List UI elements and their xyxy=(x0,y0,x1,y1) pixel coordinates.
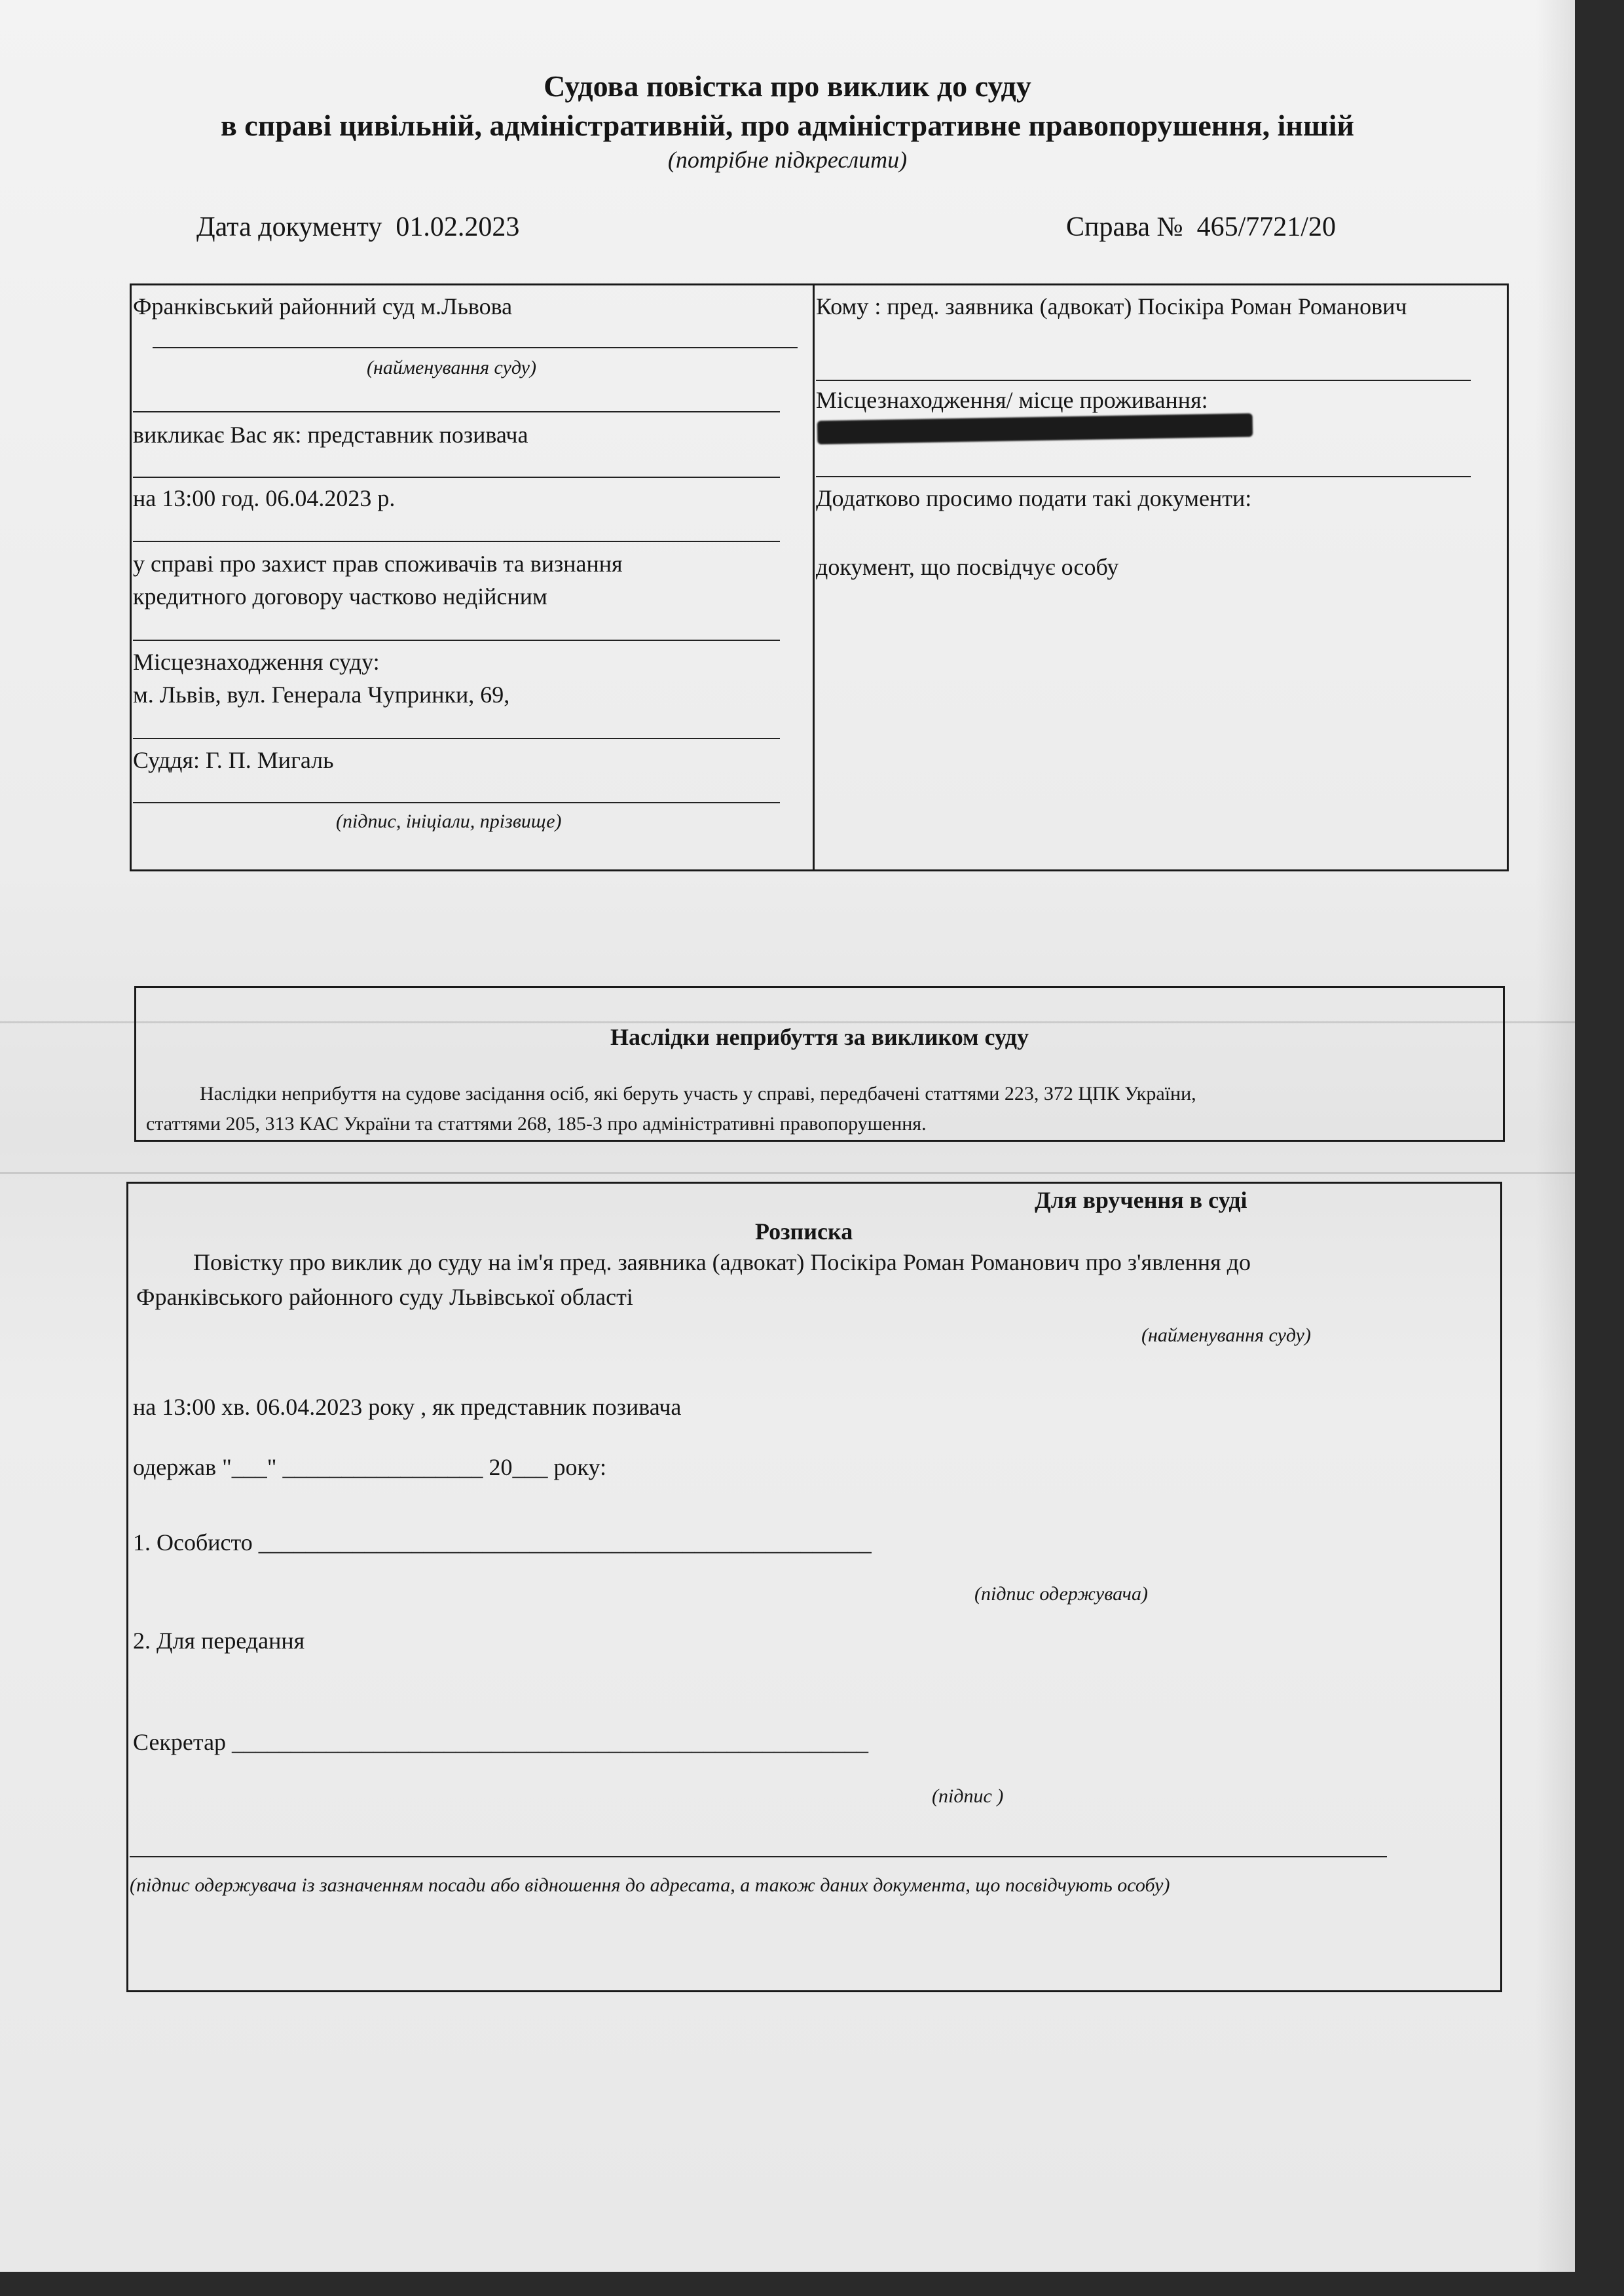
title-line-1: Судова повістка про виклик до суду xyxy=(544,69,1031,103)
underline xyxy=(133,738,780,739)
secretary-line: Секретар ______________________________________________________ xyxy=(133,1729,869,1755)
case-subject-line-2: кредитного договору частково недійсним xyxy=(133,583,547,610)
court-name: Франківський районний суд м.Львова xyxy=(133,293,513,319)
underline xyxy=(133,477,780,478)
receipt-line-1: Повістку про виклик до суду на ім'я пред. заявника (адвокат) Посікіра Роман Романович про з'явлення до xyxy=(193,1249,1251,1275)
consequences-title: Наслідки неприбуття за викликом суду xyxy=(610,1024,1029,1050)
case-value: 465/7721/20 xyxy=(1196,212,1336,242)
date-value: 01.02.2023 xyxy=(396,212,520,242)
receipt-title: Розписка xyxy=(755,1218,853,1245)
receipt-time: на 13:00 хв. 06.04.2023 року , як представник позивача xyxy=(133,1394,682,1420)
judge-caption: (підпис, ініціали, прізвище) xyxy=(336,811,562,832)
underline xyxy=(133,802,780,803)
received-date: одержав "___" _________________ 20___ року: xyxy=(133,1454,607,1480)
title-line-2: в справі цивільній, адміністративній, про адміністративне правопорушення, іншій xyxy=(220,109,1355,142)
bottom-caption: (підпис одержувача із зазначенням посади або відношення до адресата, а також даних документа, що посвідчують особу) xyxy=(130,1874,1170,1896)
underline xyxy=(816,476,1471,477)
summons-role: викликає Вас як: представник позивача xyxy=(133,422,528,448)
title-note: (потрібне підкреслити) xyxy=(667,147,908,173)
consequences-text-line-2: статтями 205, 313 КАС України та статтями 268, 185-3 про адміністративні правопорушення. xyxy=(146,1113,927,1135)
case-label: Справа № xyxy=(1066,212,1183,242)
underline xyxy=(133,640,780,641)
consequences-text-line-1: Наслідки неприбуття на судове засідання осіб, які беруть участь у справі, передбачені статтями 223, 372 ЦПК України, xyxy=(200,1083,1196,1104)
extra-docs-value: документ, що посвідчує особу xyxy=(816,554,1119,580)
court-location-value: м. Львів, вул. Генерала Чупринки, 69, xyxy=(133,682,510,708)
fold-line xyxy=(0,1172,1575,1174)
court-name-caption: (найменування суду) xyxy=(367,357,536,378)
signature-caption: (підпис одержувача) xyxy=(974,1583,1148,1605)
table-divider xyxy=(813,283,815,869)
court-location-label: Місцезнаходження суду: xyxy=(133,649,380,675)
hearing-time: на 13:00 год. 06.04.2023 р. xyxy=(133,485,396,511)
document-date xyxy=(196,211,519,243)
for-court-delivery: Для вручення в суді xyxy=(1035,1187,1247,1213)
secretary-caption: (підпис ) xyxy=(932,1785,1004,1807)
receipt-line-2: Франківського районного суду Львівської області xyxy=(136,1284,633,1310)
case-subject-line-1: у справі про захист прав споживачів та визнання xyxy=(133,551,623,577)
underline xyxy=(133,541,780,542)
underline xyxy=(130,1856,1387,1857)
address-label: Місцезнаходження/ місце проживання: xyxy=(816,387,1208,413)
receipt-court-caption: (найменування суду) xyxy=(1141,1324,1311,1346)
personally-line: 1. Особисто ____________________________________________________ xyxy=(133,1529,872,1556)
extra-docs-label: Додатково просимо подати такі документи: xyxy=(816,485,1252,511)
underline xyxy=(133,411,780,412)
date-label: Дата документу xyxy=(196,212,382,242)
page-shadow xyxy=(1536,0,1575,2272)
judge: Суддя: Г. П. Мигаль xyxy=(133,747,334,773)
for-transfer: 2. Для передання xyxy=(133,1628,305,1654)
underline xyxy=(153,347,798,348)
underline xyxy=(816,380,1471,381)
case-number xyxy=(1066,211,1336,243)
recipient: Кому : пред. заявника (адвокат) Посікіра Роман Романович xyxy=(816,293,1407,319)
